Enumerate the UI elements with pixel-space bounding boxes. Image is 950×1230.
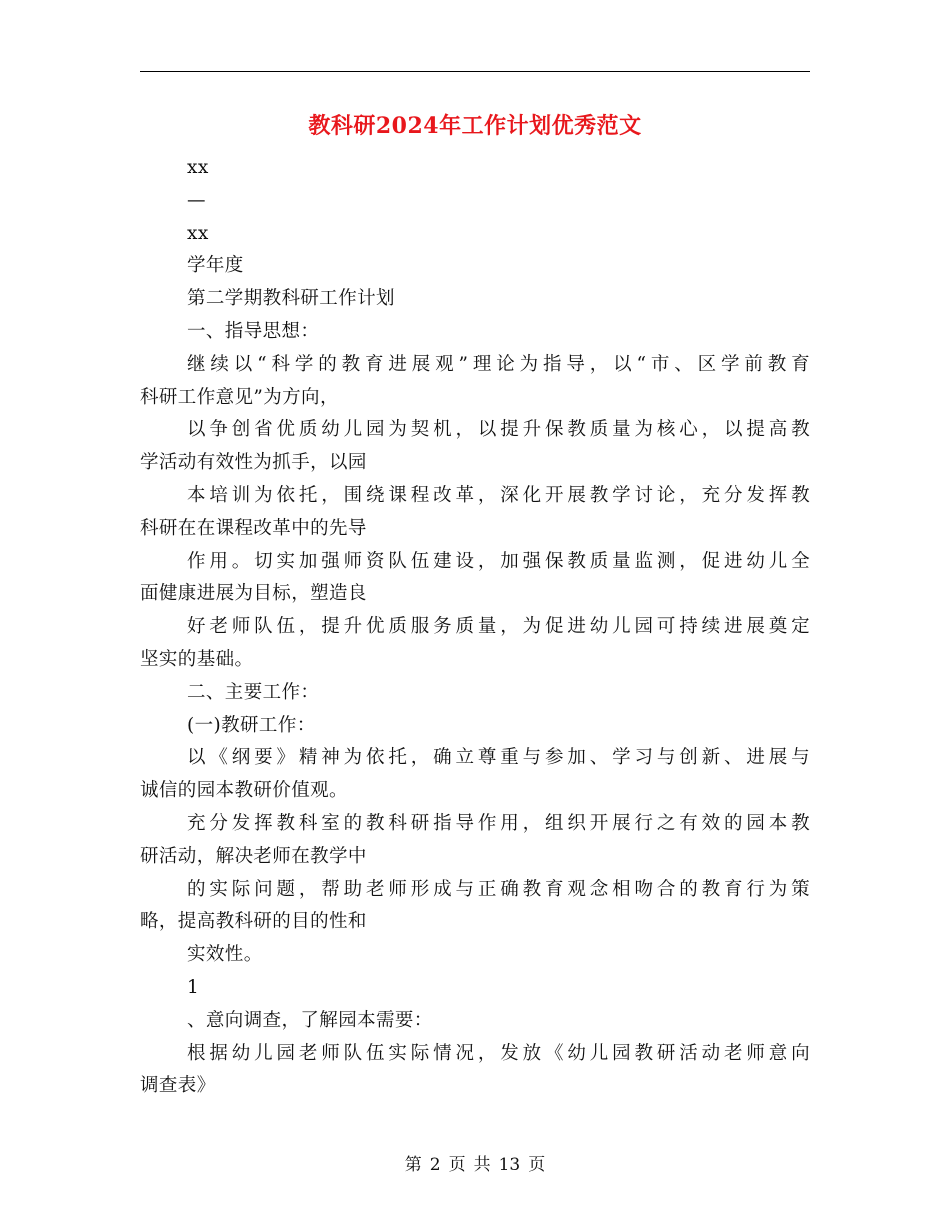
- body-line: —: [187, 189, 206, 211]
- body-line: 作用。切实加强师资队伍建设，加强保教质量监测，促进幼儿全: [187, 550, 810, 572]
- body-line: 根据幼儿园老师队伍实际情况，发放《幼儿园教研活动老师意向: [187, 1042, 810, 1064]
- body-line: 略，提高教科研的目的性和: [140, 911, 367, 933]
- body-line: 坚实的基础。: [140, 648, 254, 670]
- body-line: 学活动有效性为抓手，以园: [140, 452, 367, 474]
- document-title: 教科研2024年工作计划优秀范文: [308, 113, 642, 139]
- body-line: 以争创省优质幼儿园为契机，以提升保教质量为核心，以提高教: [187, 419, 810, 441]
- body-line: 、意向调查，了解园本需要：: [187, 1009, 433, 1031]
- body-line: 的实际问题，帮助老师形成与正确教育观念相吻合的教育行为策: [187, 878, 810, 900]
- footer-total-pages: 13: [498, 1155, 521, 1175]
- body-line: 科研工作意见”为方向，: [140, 386, 339, 408]
- body-line: 以《纲要》精神为依托，确立尊重与参加、学习与创新、进展与: [187, 747, 810, 769]
- body-line: 诚信的园本教研价值观。: [140, 780, 348, 802]
- subsection-heading: (一)教研工作：: [187, 714, 316, 736]
- body-line: 第二学期教科研工作计划: [187, 288, 395, 310]
- body-line: xx: [187, 222, 209, 244]
- body-line: 调查表》: [140, 1075, 216, 1097]
- body-line: 科研在在课程改革中的先导: [140, 517, 367, 539]
- body-line: 本培训为依托，围绕课程改革，深化开展教学讨论，充分发挥教: [187, 484, 810, 506]
- header-rule: [140, 71, 810, 72]
- document-body: [140, 152, 810, 1103]
- body-line: 学年度: [187, 255, 244, 277]
- body-line: 面健康进展为目标，塑造良: [140, 583, 367, 605]
- footer-page-mid: 页: [448, 1155, 466, 1175]
- body-line: 研活动，解决老师在教学中: [140, 845, 367, 867]
- list-number: 1: [187, 976, 200, 998]
- footer-page-number: 2: [429, 1155, 441, 1175]
- body-line: 继续以“科学的教育进展观”理论为指导，以“市、区学前教育: [187, 353, 810, 375]
- page-footer: [0, 1152, 950, 1178]
- body-line: 充分发挥教科室的教科研指导作用，组织开展行之有效的园本教: [187, 812, 810, 834]
- footer-total-prefix: 共: [473, 1155, 491, 1175]
- footer-page-prefix: 第: [404, 1155, 422, 1175]
- section-heading: 二、主要工作：: [187, 681, 320, 703]
- body-line: 实效性。: [187, 944, 263, 966]
- body-line: 好老师队伍，提升优质服务质量，为促进幼儿园可持续进展奠定: [187, 616, 810, 638]
- footer-page-suffix: 页: [528, 1155, 546, 1175]
- body-line: xx: [187, 157, 209, 178]
- section-heading: 一、指导思想：: [187, 320, 320, 342]
